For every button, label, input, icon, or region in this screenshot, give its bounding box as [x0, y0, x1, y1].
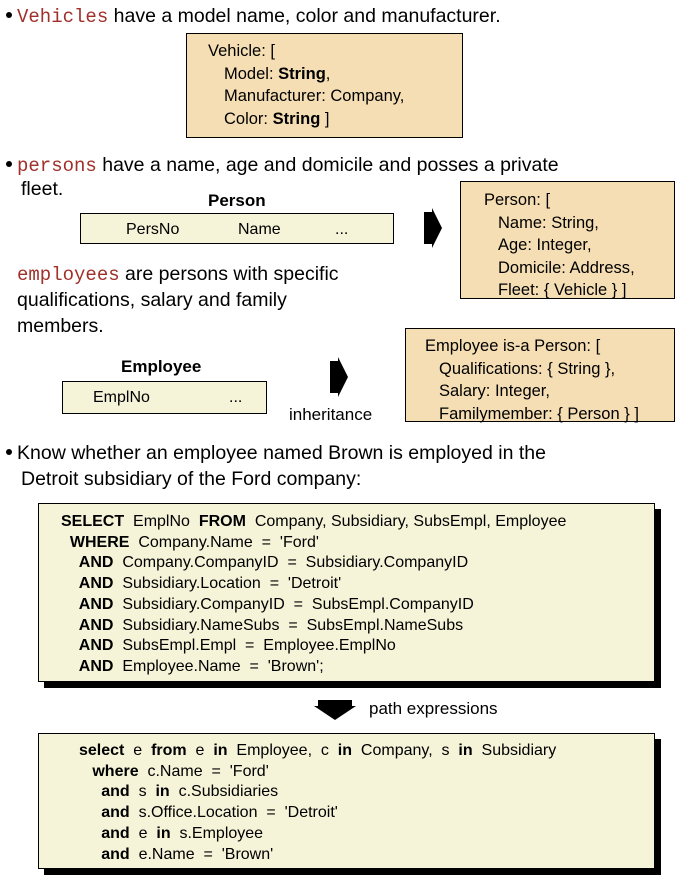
oql-line: and e.Name = 'Brown': [101, 845, 274, 863]
employee-type-header: Employee is-a Person: [: [425, 337, 601, 355]
person-table-title: Person: [208, 191, 266, 210]
employee-column: ...: [229, 389, 243, 406]
sql-line: AND Subsidiary.Location = 'Detroit': [78, 575, 342, 593]
field-name: Manufacturer:: [224, 87, 331, 105]
field-name: Domicile:: [498, 258, 570, 277]
query-text-line2: Detroit subsidiary of the Ford company:: [21, 468, 362, 490]
employee-type-box: [405, 328, 675, 422]
field-name: Name:: [498, 213, 552, 232]
sql-line: WHERE Company.Name = 'Ford': [69, 533, 319, 551]
oql-keyword: in: [156, 824, 171, 842]
sql-keyword: AND: [78, 575, 114, 593]
field-suffix: ]: [629, 404, 639, 423]
sql-keyword: WHERE: [69, 533, 130, 551]
persons-bullet: [6, 152, 559, 179]
employees-text-line2: qualifications, salary and family: [17, 289, 287, 311]
oql-keyword: and: [101, 783, 130, 801]
oql-line: and s in c.Subsidiaries: [101, 783, 279, 801]
employees-text-line3: members.: [17, 315, 104, 337]
sql-line: AND Subsidiary.CompanyID = SubsEmpl.CompanyID: [78, 595, 474, 613]
field-name: Qualifications:: [439, 359, 548, 378]
inheritance-label: inheritance: [289, 405, 373, 424]
field-name: Age:: [498, 236, 537, 254]
sql-keyword: AND: [78, 616, 114, 634]
arrow-down-icon: [314, 700, 356, 720]
sql-line: AND Employee.Name = 'Brown';: [78, 657, 324, 675]
employee-field: [425, 380, 674, 403]
field-type: Integer: [494, 382, 546, 400]
sql-keyword: AND: [78, 554, 114, 572]
field-suffix: ,: [630, 258, 635, 277]
persons-text-line2: fleet.: [21, 178, 64, 200]
field-type: { Vehicle }: [543, 281, 618, 299]
field-suffix: ,: [587, 236, 592, 254]
sql-keyword: AND: [78, 637, 114, 655]
sql-keyword: AND: [78, 657, 114, 675]
oql-keyword: and: [101, 845, 130, 863]
oql-line: where c.Name = 'Ford': [92, 762, 269, 780]
sql-keyword: AND: [78, 595, 114, 613]
person-field: [484, 257, 674, 280]
person-type-box: [460, 181, 675, 299]
sql-line: AND Company.CompanyID = Subsidiary.CompanyID: [78, 554, 469, 572]
vehicle-type-header: Vehicle: [: [208, 42, 275, 60]
person-type-header: Person: [: [484, 191, 551, 209]
person-table: [80, 213, 394, 244]
person-field: [484, 234, 674, 257]
employee-table-title: Employee: [121, 357, 202, 376]
query-text-line1: Know whether an employee named Brown is employed in the: [17, 442, 546, 464]
sql-line: AND SubsEmpl.Empl = Employee.EmplNo: [78, 637, 396, 655]
oql-keyword: in: [155, 783, 170, 801]
field-suffix: ]: [320, 109, 330, 128]
person-column: PersNo: [126, 221, 180, 238]
oql-line: select e from e in Employee, c in Company, s in Subsidiary: [79, 742, 557, 759]
field-type: String: [278, 64, 326, 83]
oql-keyword: where: [92, 762, 139, 780]
field-suffix: ,: [325, 64, 331, 83]
field-suffix: ,: [545, 382, 550, 400]
field-suffix: ,: [399, 87, 405, 105]
person-field: [484, 279, 674, 302]
employees-text-line1: [17, 261, 339, 288]
field-type: Integer: [536, 236, 587, 254]
field-name: Fleet:: [498, 281, 544, 299]
field-name: Model:: [224, 64, 279, 83]
person-column: ...: [335, 221, 349, 238]
persons-keyword: persons: [17, 155, 97, 177]
path-expressions-label: path expressions: [369, 699, 498, 718]
oql-keyword: in: [213, 742, 228, 759]
employee-field: [425, 403, 674, 426]
vehicle-field: [208, 63, 462, 86]
bullet-icon: [6, 449, 12, 455]
oql-keyword: and: [101, 804, 130, 822]
oql-line: and e in s.Employee: [101, 824, 264, 842]
sql-line: SELECT EmplNo FROM Company, Subsidiary, SubsEmpl, Employee: [61, 513, 567, 530]
sql-keyword: SELECT: [61, 513, 125, 530]
persons-text-line1: have a name, age and domicile and posses a private: [96, 154, 559, 176]
field-name: Color:: [224, 109, 273, 128]
field-type: { String }: [547, 359, 611, 378]
field-suffix: ,: [594, 213, 599, 232]
employee-column: EmplNo: [93, 389, 150, 406]
bullet-icon: [6, 12, 12, 18]
employees-text: are persons with specific: [119, 263, 339, 285]
employees-keyword: employees: [17, 264, 120, 286]
person-field: [484, 212, 674, 235]
oql-keyword: select: [79, 742, 125, 759]
sql-line: AND Subsidiary.NameSubs = SubsEmpl.NameSubs: [78, 616, 464, 634]
oql-keyword: in: [458, 742, 473, 759]
sql-keyword: FROM: [198, 513, 246, 530]
field-type: Address: [569, 258, 631, 277]
query-bullet: [6, 440, 546, 466]
arrow-right-icon: [424, 208, 444, 248]
vehicles-bullet: [6, 3, 501, 30]
vehicle-type-box: [186, 33, 463, 138]
sql-query-box: [38, 503, 655, 682]
employee-field: [425, 358, 674, 381]
arrow-right-icon: [330, 357, 350, 397]
vehicle-field: [208, 85, 462, 108]
bullet-icon: [6, 161, 12, 167]
field-name: Familymember:: [439, 404, 558, 423]
field-type: String: [551, 213, 595, 232]
oql-line: and s.Office.Location = 'Detroit': [101, 804, 338, 822]
vehicles-text: have a model name, color and manufacturer.: [108, 5, 501, 27]
field-suffix: ]: [617, 281, 627, 299]
field-name: Salary:: [439, 382, 495, 400]
vehicle-field: [208, 108, 462, 131]
field-type: Company: [330, 87, 400, 105]
field-suffix: ,: [610, 359, 616, 378]
field-type: { Person }: [557, 404, 630, 423]
oql-keyword: in: [337, 742, 353, 759]
oql-keyword: from: [151, 742, 187, 759]
field-type: String: [272, 109, 321, 128]
person-column: Name: [238, 221, 281, 238]
oql-query-box: [38, 733, 655, 869]
oql-keyword: and: [101, 824, 130, 842]
vehicles-keyword: Vehicles: [17, 6, 109, 28]
employee-table: [62, 381, 267, 414]
